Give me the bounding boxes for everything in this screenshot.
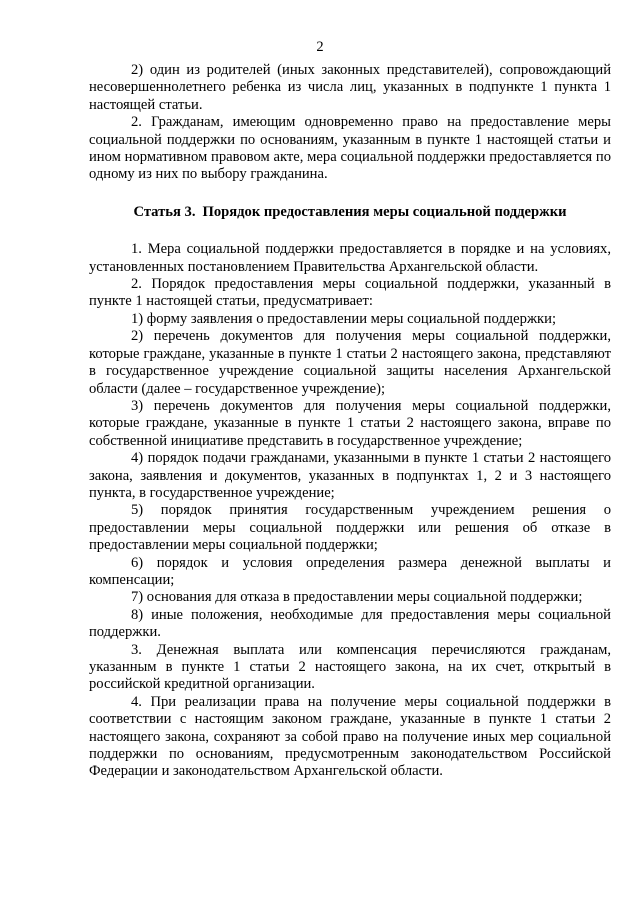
document-body <box>89 62 611 781</box>
list-item: 7) основания для отказа в предоставлении меры социальной поддержки; <box>131 589 583 606</box>
paragraph: 4. При реализации права на получение меры социальной поддержки в соответствии с настоящим законом граждане, указанные в пункте 1 статьи 2 настоящего закона, сохраняют за собой право на получение иных мер социальной поддержки по основаниям, предусмотренным законодательством Российской Федерации и законодательством Архангельской области. <box>89 693 611 780</box>
paragraph: 2. Гражданам, имеющим одновременно право на предоставление меры социальной поддержки по основаниям, указанным в пункте 1 настоящей статьи и ином нормативном правовом акте, мера социальной поддержки предоставляется по одному из них по выбору гражданина. <box>89 114 611 183</box>
list-item: 6) порядок и условия определения размера денежной выплаты и компенсации; <box>89 554 611 588</box>
list-item: 2) перечень документов для получения меры социальной поддержки, которые граждане, указанные в пункте 1 статьи 2 настоящего закона, представляют в государственное учреждение социальной защиты населения Архангельской области (далее – государственное учреждение); <box>89 328 611 397</box>
paragraph: 1. Мера социальной поддержки предоставляется в порядке и на условиях, установленных постановлением Правительства Архангельской области. <box>89 241 611 275</box>
paragraph: 2) один из родителей (иных законных представителей), сопровождающий несовершеннолетнего ребенка из числа лиц, указанных в подпункте 1 пункта 1 настоящей статьи. <box>89 62 611 113</box>
list-item: 5) порядок принятия государственным учреждением решения о предоставлении меры социальной поддержки или решения об отказе в предоставлении меры социальной поддержки; <box>89 502 611 554</box>
paragraph: 2. Порядок предоставления меры социальной поддержки, указанный в пункте 1 настоящей статьи, предусматривает: <box>89 276 611 310</box>
article-heading <box>89 204 611 221</box>
list-item: 4) порядок подачи гражданами, указанными в пункте 1 статьи 2 настоящего закона, заявления и документов, указанных в подпунктах 1, 2 и 3 настоящего пункта, в государственное учреждение; <box>89 450 611 501</box>
list-item: 8) иные положения, необходимые для предоставления меры социальной поддержки. <box>89 606 611 641</box>
list-item: 3) перечень документов для получения меры социальной поддержки, которые граждане, указанные в пункте 1 статьи 2 настоящего закона, вправе по собственной инициативе представить в государственное учреждение; <box>89 397 611 449</box>
page-number: 2 <box>316 39 324 55</box>
list-item: 1) форму заявления о предоставлении меры социальной поддержки; <box>131 310 556 327</box>
article-title: Порядок предоставления меры социальной поддержки <box>202 203 567 220</box>
article-number: Статья 3. <box>133 203 196 220</box>
paragraph: 3. Денежная выплата или компенсация перечисляются гражданам, указанным в пункте 1 статьи 2 настоящего закона, на их счет, открытый в российской кредитной организации. <box>89 641 611 693</box>
